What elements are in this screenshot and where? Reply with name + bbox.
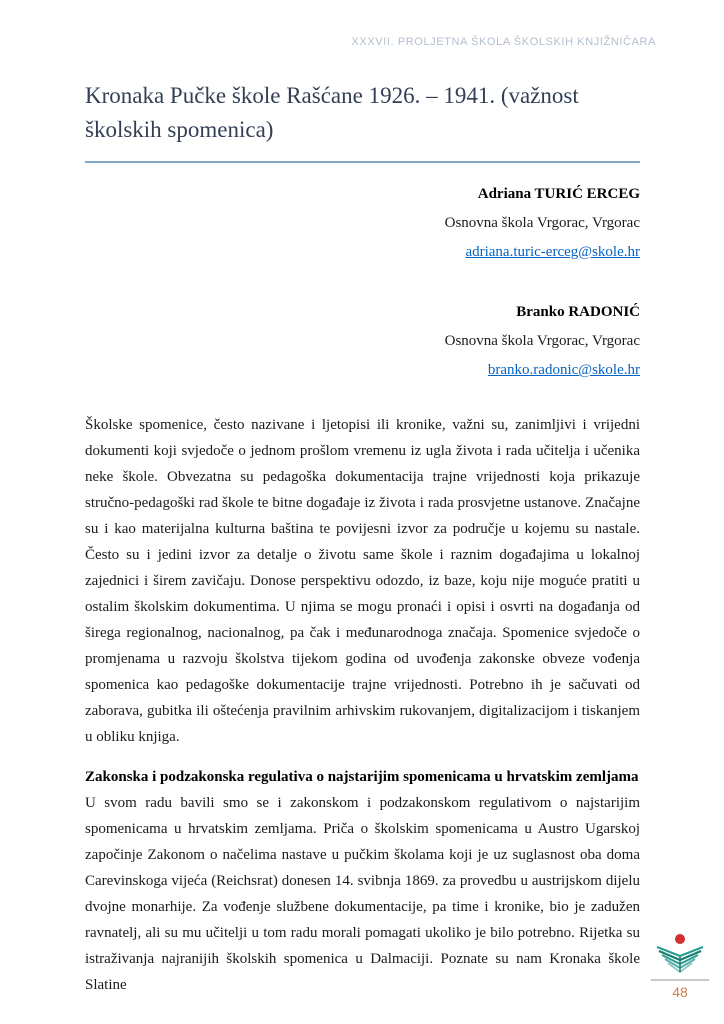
section-heading: Zakonska i podzakonska regulativa o najstarijim spomenicama u hrvatskim zemljama: [85, 769, 639, 785]
intro-paragraph: Školske spomenice, često nazivane i ljetopisi ili kronike, važni su, zanimljivi i vrijedni dokumenti koji svjedoče o jednom prošlom vremenu iz ugla života i rada učitelja i učenika neke škole. Obvezatna su pedagoška dokumentacija trajne vrijednosti koja prikazuje stručno-pedagoški rad škole te bitne događaje iz života i rada prosvjetne ustanove. Značajne su i kao materijalna kulturna baština te povijesni izvor za područje u kojemu su nastale. Često su i jedini izvor za detalje o životu same škole i raznim događajima u lokalnoj zajednici i širem zavičaju. Donose perspektivu odozdo, iz baze, koju nije moguće pratiti u ostalim školskim dokumentima. U njima se mogu pronaći i opisi i osvrti na događanja od širega regionalnog, nacionalnog, pa čak i međunarodnoga značaja. Spomenice svjedoče o promjenama u razvoju školstva tijekom godina od uvođenja zakonske obveze vođenja spomenica kao pedagoške dokumentacije trajne vrijednosti. Potrebno ih je sačuvati od zaborava, gubitka ili oštećenja pravilnim arhivskim rukovanjem, digitalizacijom i tiskanjem u obliku knjiga.: [85, 417, 640, 745]
footer-logo-block: [648, 932, 712, 1000]
open-book-logo-icon: [648, 932, 712, 978]
page-title: Kronaka Pučke škole Rašćane 1926. – 1941. (važnost školskih spomenica): [85, 83, 579, 142]
author-name: Branko RADONIĆ: [516, 304, 640, 320]
author-section: [85, 180, 640, 385]
author-email-link[interactable]: adriana.turic-erceg@skole.hr: [465, 244, 640, 260]
author-email-row: [85, 356, 640, 385]
author-email-link[interactable]: branko.radonic@skole.hr: [487, 362, 640, 378]
footer-divider: [651, 979, 709, 981]
author-block-2: [85, 298, 640, 385]
author-email-row: [85, 238, 640, 267]
author-name: Adriana TURIĆ ERCEG: [477, 186, 640, 202]
page-number: 48: [672, 984, 688, 1000]
author-affiliation: Osnovna škola Vrgorac, Vrgorac: [444, 333, 640, 349]
author-block-1: [85, 180, 640, 267]
author-affiliation: Osnovna škola Vrgorac, Vrgorac: [444, 215, 640, 231]
running-header: XXXVII. PROLJETNA ŠKOLA ŠKOLSKIH KNJIŽNIČARA: [351, 36, 656, 48]
section-paragraph: U svom radu bavili smo se i zakonskom i podzakonskom regulativom o najstarijim spomenicama u hrvatskim zemljama. Priča o školskim spomenicama u Austro Ugarskoj započinje Zakonom o načelima nastave u pučkim školama koji je uz suglasnost oba doma Carevinskoga vijeća (Reichsrat) donesen 14. svibnja 1869. za provedbu u austrijskom dijelu dvojne monarhije. Za vođenje službene dokumentacije, pa time i kronike, bio je zadužen ravnatelj, ali su mu učitelji u tom radu morali pomagati ukoliko je bilo potrebno. Rijetka su istraživanja najranijih školskih spomenica u Dalmaciji. Poznate su nam Kronaka škole Slatine: [85, 795, 640, 993]
title-divider: [85, 161, 640, 163]
